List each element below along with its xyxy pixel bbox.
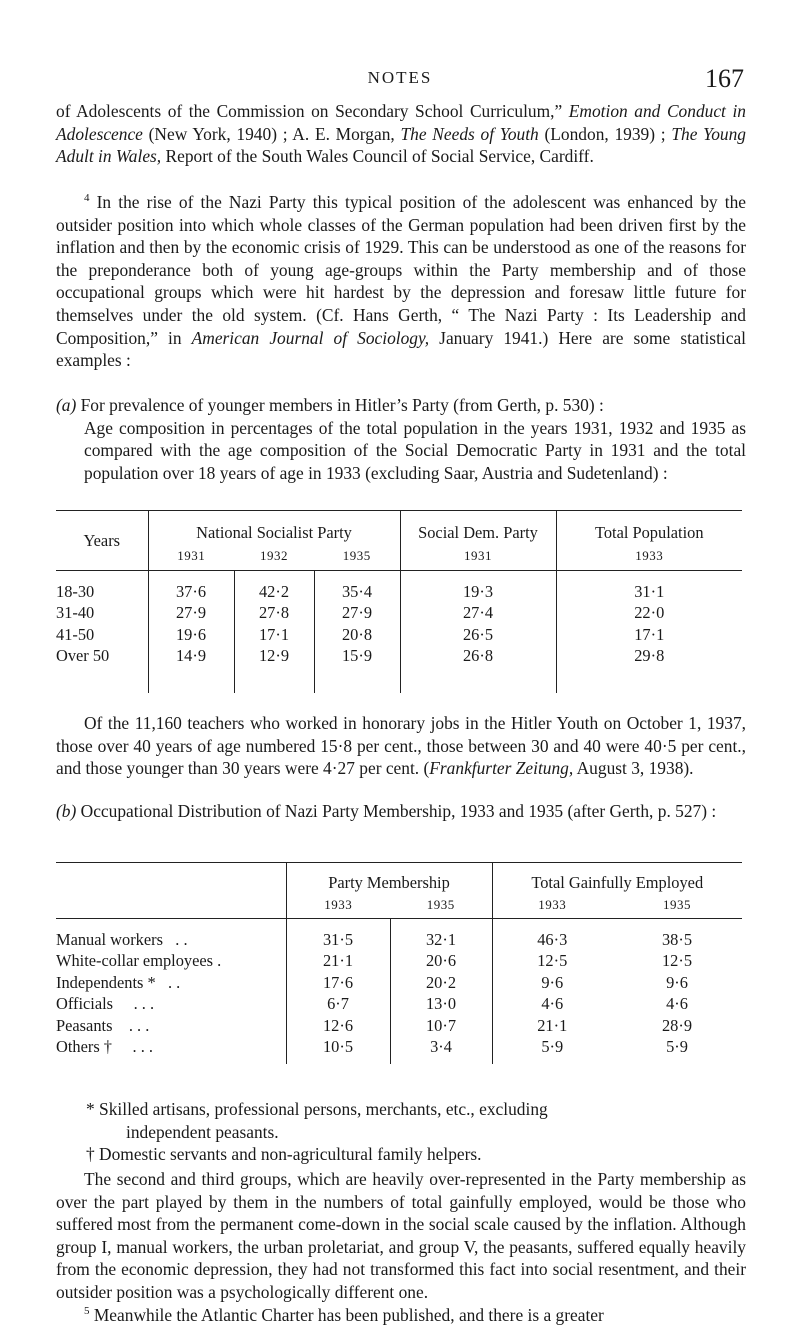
section-a-heading: For prevalence of younger members in Hitler’s Party (from Gerth, p. 530) :: [76, 395, 604, 415]
cell: 28·9: [661, 1015, 693, 1035]
teachers-source-title: Frankfurter Zeitung,: [429, 758, 574, 779]
header-total-population: Total Population: [556, 511, 742, 543]
cell: 4·6: [666, 994, 688, 1013]
cell: 14·9: [148, 645, 234, 667]
para1-title-1: Emotion and Conduct in Adolescence: [56, 101, 746, 144]
cell: 19·6: [148, 624, 234, 646]
cell: 12·5: [661, 951, 693, 970]
cell: 20·2: [390, 972, 492, 994]
cell: 35·4: [314, 581, 400, 603]
closing-text: The second and third groups, which are heavily over-represented in the Party membership as over the part played by them in the numbers of total gainfully employed, would be those who suffered most from the permanent come-down in the social scale caused by the inflation. Although group I, manual workers, the urban proletariat, and group V, the peasants, suffered equally heavily from the economic depression, they had not transformed this fact into social resentment, and their outsider position was a psychologically different one.: [56, 1169, 746, 1302]
row-label: Manual workers . .: [56, 929, 188, 949]
note-4-journal-title: American Journal of Sociology,: [191, 327, 430, 348]
teachers-paragraph: [56, 712, 746, 780]
para1-title-3: The Young Adult in Wales,: [56, 123, 746, 167]
header-year: 1935: [663, 897, 691, 913]
header-year: 1931: [148, 543, 234, 571]
cell: 20·8: [314, 624, 400, 646]
closing-paragraph: [56, 1168, 746, 1326]
table-row: [56, 624, 742, 646]
teachers-text-1: Of the 11,160 teachers who worked in honorary jobs in the Hitler Youth on October 1, 1937, those over 40 years of age numbered 15·8 per cent., those between 30 and 40 were 40·5 per cent., and those younger than 30 years were 4·27 per cent. (: [56, 713, 746, 779]
table-row: [56, 645, 742, 667]
cell: 32·1: [390, 929, 492, 951]
cell: 17·6: [286, 972, 390, 994]
cell: 17·1: [234, 624, 314, 646]
row-label: Officials . . .: [56, 994, 155, 1013]
cell: 27·9: [314, 602, 400, 624]
footnote-dagger: † Domestic servants and non-agricultural family helpers.: [86, 1144, 482, 1165]
teachers-text-2: August 3, 1938).: [573, 758, 694, 779]
header-social-dem-party: Social Dem. Party: [400, 511, 556, 543]
cell: 42·2: [234, 581, 314, 603]
continued-paragraph: [56, 100, 746, 168]
note-4: [56, 191, 746, 372]
cell: 12·9: [234, 645, 314, 667]
table-row: [56, 993, 742, 1015]
table-row: [56, 602, 742, 624]
header-total-gainfully-employed: Total Gainfully Employed: [492, 863, 742, 893]
cell: 17·1: [556, 624, 742, 646]
cell: 5·9: [666, 1037, 688, 1056]
note-4-marker: 4: [84, 192, 90, 205]
row-label: Others † . . .: [56, 1037, 153, 1056]
header-year: 1933: [556, 543, 742, 571]
para1-text-1: of Adolescents of the Commission on Secondary School Curriculum,”: [56, 101, 569, 121]
table-row: [56, 1015, 742, 1037]
table-age-composition: [56, 510, 742, 693]
cell: 27·4: [400, 602, 556, 624]
table-footnotes: [56, 1098, 746, 1166]
table-row: [56, 950, 742, 972]
cell: 9·6: [492, 972, 612, 994]
header-national-socialist-party: National Socialist Party: [148, 511, 400, 543]
para1-title-2: The Needs of Youth: [400, 123, 539, 144]
row-label: White-collar employees .: [56, 951, 222, 970]
cell: 22·0: [556, 602, 742, 624]
cell: 5·9: [492, 1036, 612, 1058]
section-b: [56, 800, 746, 823]
row-label: 31-40: [56, 603, 95, 622]
cell: 6·7: [286, 993, 390, 1015]
cell: 37·6: [148, 581, 234, 603]
header-year: 1935: [426, 897, 455, 913]
section-a-label: (a): [56, 395, 77, 415]
cell: 4·6: [492, 993, 612, 1015]
header-year: 1935: [342, 548, 371, 564]
footnote-star-continued: independent peasants.: [126, 1121, 279, 1142]
cell: 27·8: [234, 602, 314, 624]
header-year: 1933: [286, 893, 390, 919]
cell: 20·6: [390, 950, 492, 972]
row-label: 41-50: [56, 624, 95, 644]
section-a-body: Age composition in percentages of the total population in the years 1931, 1932 and 1935 as compared with the age composition of the Social Democratic Party in 1931 and the total population over 18 years of age in 1933 (excluding Saar, Austria and Sudetenland) :: [84, 417, 746, 483]
table-row: [56, 1036, 742, 1058]
header-year: 1933: [492, 893, 612, 919]
row-label: 18-30: [56, 581, 95, 601]
note-4-text-2: January 1941.) Here are some statistical examples :: [56, 327, 747, 371]
table-row: [56, 581, 742, 603]
page-header: [56, 64, 744, 96]
section-a: [56, 394, 746, 484]
cell: 46·3: [492, 929, 612, 951]
cell: 3·4: [390, 1036, 492, 1058]
header-year: 1931: [400, 543, 556, 571]
note-4-text-1: In the rise of the Nazi Party this typical position of the adolescent was enhanced by the outsider position into which whole classes of the German population had been driven first by the inflation and then by the economic crisis of 1929. This can be understood as one of the reasons for the preponderance both of young age-groups within the Party membership and of those occupational groups which were hit hardest by the depression and foresaw little future for themselves under the old system. (Cf. Hans Gerth, “ The Nazi Party : Its Leadership and Composition,” in: [56, 192, 746, 348]
para1-text-2: (New York, 1940) ; A. E. Morgan,: [142, 123, 401, 144]
cell: 31·1: [556, 581, 742, 603]
cell: 15·9: [314, 645, 400, 667]
cell: 38·5: [661, 929, 693, 949]
cell: 12·6: [286, 1015, 390, 1037]
running-head: NOTES: [367, 68, 433, 87]
table-row: [56, 929, 742, 951]
cell: 12·5: [492, 950, 612, 972]
table-occupational-distribution: [56, 862, 742, 1064]
cell: 21·1: [286, 950, 390, 972]
cell: 10·5: [286, 1036, 390, 1058]
table-row: [56, 972, 742, 994]
cell: 29·8: [556, 645, 742, 667]
header-years: Years: [56, 511, 148, 571]
header-year: 1932: [260, 548, 288, 564]
cell: 10·7: [390, 1015, 492, 1037]
section-b-label: (b): [56, 801, 77, 821]
cell: 26·5: [400, 624, 556, 646]
header-party-membership: Party Membership: [286, 863, 492, 893]
footnote-star: * Skilled artisans, professional persons, merchants, etc., excluding: [86, 1099, 548, 1119]
section-b-heading: Occupational Distribution of Nazi Party Membership, 1933 and 1935 (after Gerth, p. 527) :: [76, 801, 717, 821]
page-number: 167: [705, 64, 744, 93]
cell: 9·6: [666, 972, 688, 992]
para1-text-4: Report of the South Wales Council of Social Service, Cardiff.: [161, 146, 594, 167]
para1-text-3: (London, 1939) ;: [538, 123, 672, 144]
row-label: Over 50: [56, 646, 110, 665]
note-5-marker: 5: [84, 1304, 90, 1317]
row-label: Peasants . . .: [56, 1015, 150, 1035]
cell: 21·1: [492, 1015, 612, 1037]
cell: 31·5: [286, 929, 390, 951]
row-label: Independents * . .: [56, 972, 181, 992]
note-5-text: Meanwhile the Atlantic Charter has been published, and there is a greater: [89, 1304, 604, 1325]
cell: 27·9: [148, 602, 234, 624]
cell: 19·3: [400, 581, 556, 603]
cell: 13·0: [390, 993, 492, 1015]
cell: 26·8: [400, 645, 556, 667]
